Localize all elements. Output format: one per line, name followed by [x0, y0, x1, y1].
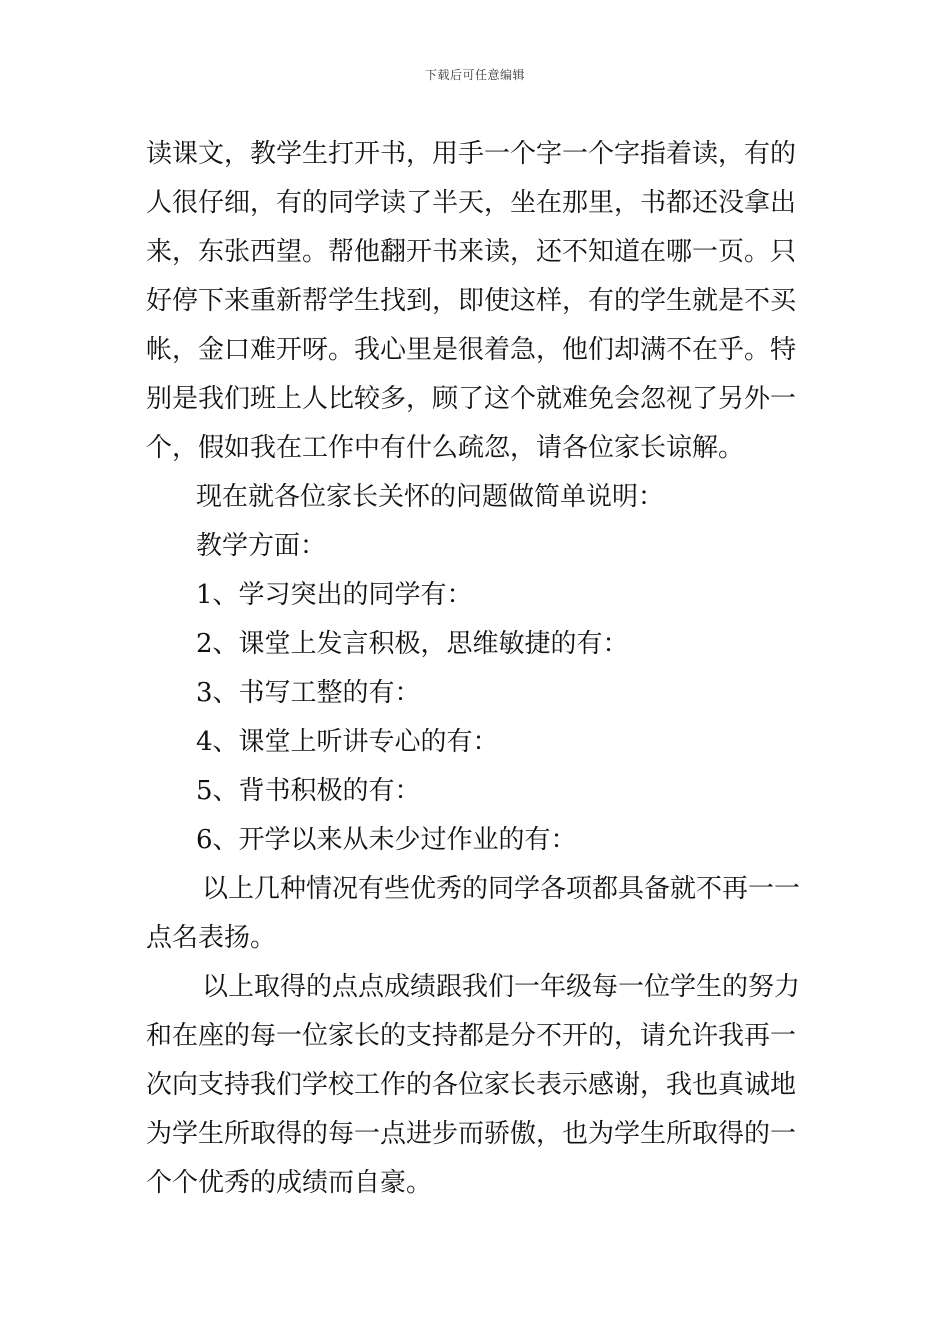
- list-item: 6、开学以来从未少过作业的有：: [196, 825, 577, 855]
- paragraph-line: 和在座的每一位家长的支持都是分不开的，请允许我再一: [146, 1021, 797, 1051]
- paragraph-line: 次向支持我们学校工作的各位家长表示感谢，我也真诚地: [146, 1070, 797, 1100]
- paragraph-line: 别是我们班上人比较多，顾了这个就难免会忽视了另外一: [146, 384, 797, 414]
- section-heading: 教学方面：: [196, 531, 327, 561]
- paragraph-line: 以上取得的点点成绩跟我们一年级每一位学生的努力: [202, 972, 801, 1002]
- list-item: 3、书写工整的有：: [196, 678, 421, 708]
- paragraph-line: 个，假如我在工作中有什么疏忽，请各位家长谅解。: [146, 433, 745, 463]
- paragraph-line: 人很仔细，有的同学读了半天，坐在那里，书都还没拿出: [146, 188, 797, 218]
- page-header: 下载后可任意编辑: [424, 68, 525, 82]
- paragraph-line: 个个优秀的成绩而自豪。: [146, 1168, 433, 1198]
- paragraph-line: 来，东张西望。帮他翻开书来读，还不知道在哪一页。只: [146, 237, 797, 267]
- paragraph-line: 现在就各位家长关怀的问题做简单说明：: [196, 482, 665, 512]
- paragraph-line: 点名表扬。: [146, 923, 277, 953]
- list-item: 5、背书积极的有：: [196, 776, 421, 806]
- list-item: 1、学习突出的同学有：: [196, 580, 473, 610]
- paragraph-line: 读课文，教学生打开书，用手一个字一个字指着读，有的: [146, 139, 797, 169]
- document-body: [146, 130, 808, 1208]
- paragraph-line: 为学生所取得的每一点进步而骄傲，也为学生所取得的一: [146, 1119, 797, 1149]
- paragraph-line: 以上几种情况有些优秀的同学各项都具备就不再一一: [202, 874, 801, 904]
- paragraph-line: 好停下来重新帮学生找到，即使这样，有的学生就是不买: [146, 286, 797, 316]
- list-item: 4、课堂上听讲专心的有：: [196, 727, 499, 757]
- list-item: 2、课堂上发言积极，思维敏捷的有：: [196, 629, 629, 659]
- paragraph-line: 帐，金口难开呀。我心里是很着急，他们却满不在乎。特: [146, 335, 797, 365]
